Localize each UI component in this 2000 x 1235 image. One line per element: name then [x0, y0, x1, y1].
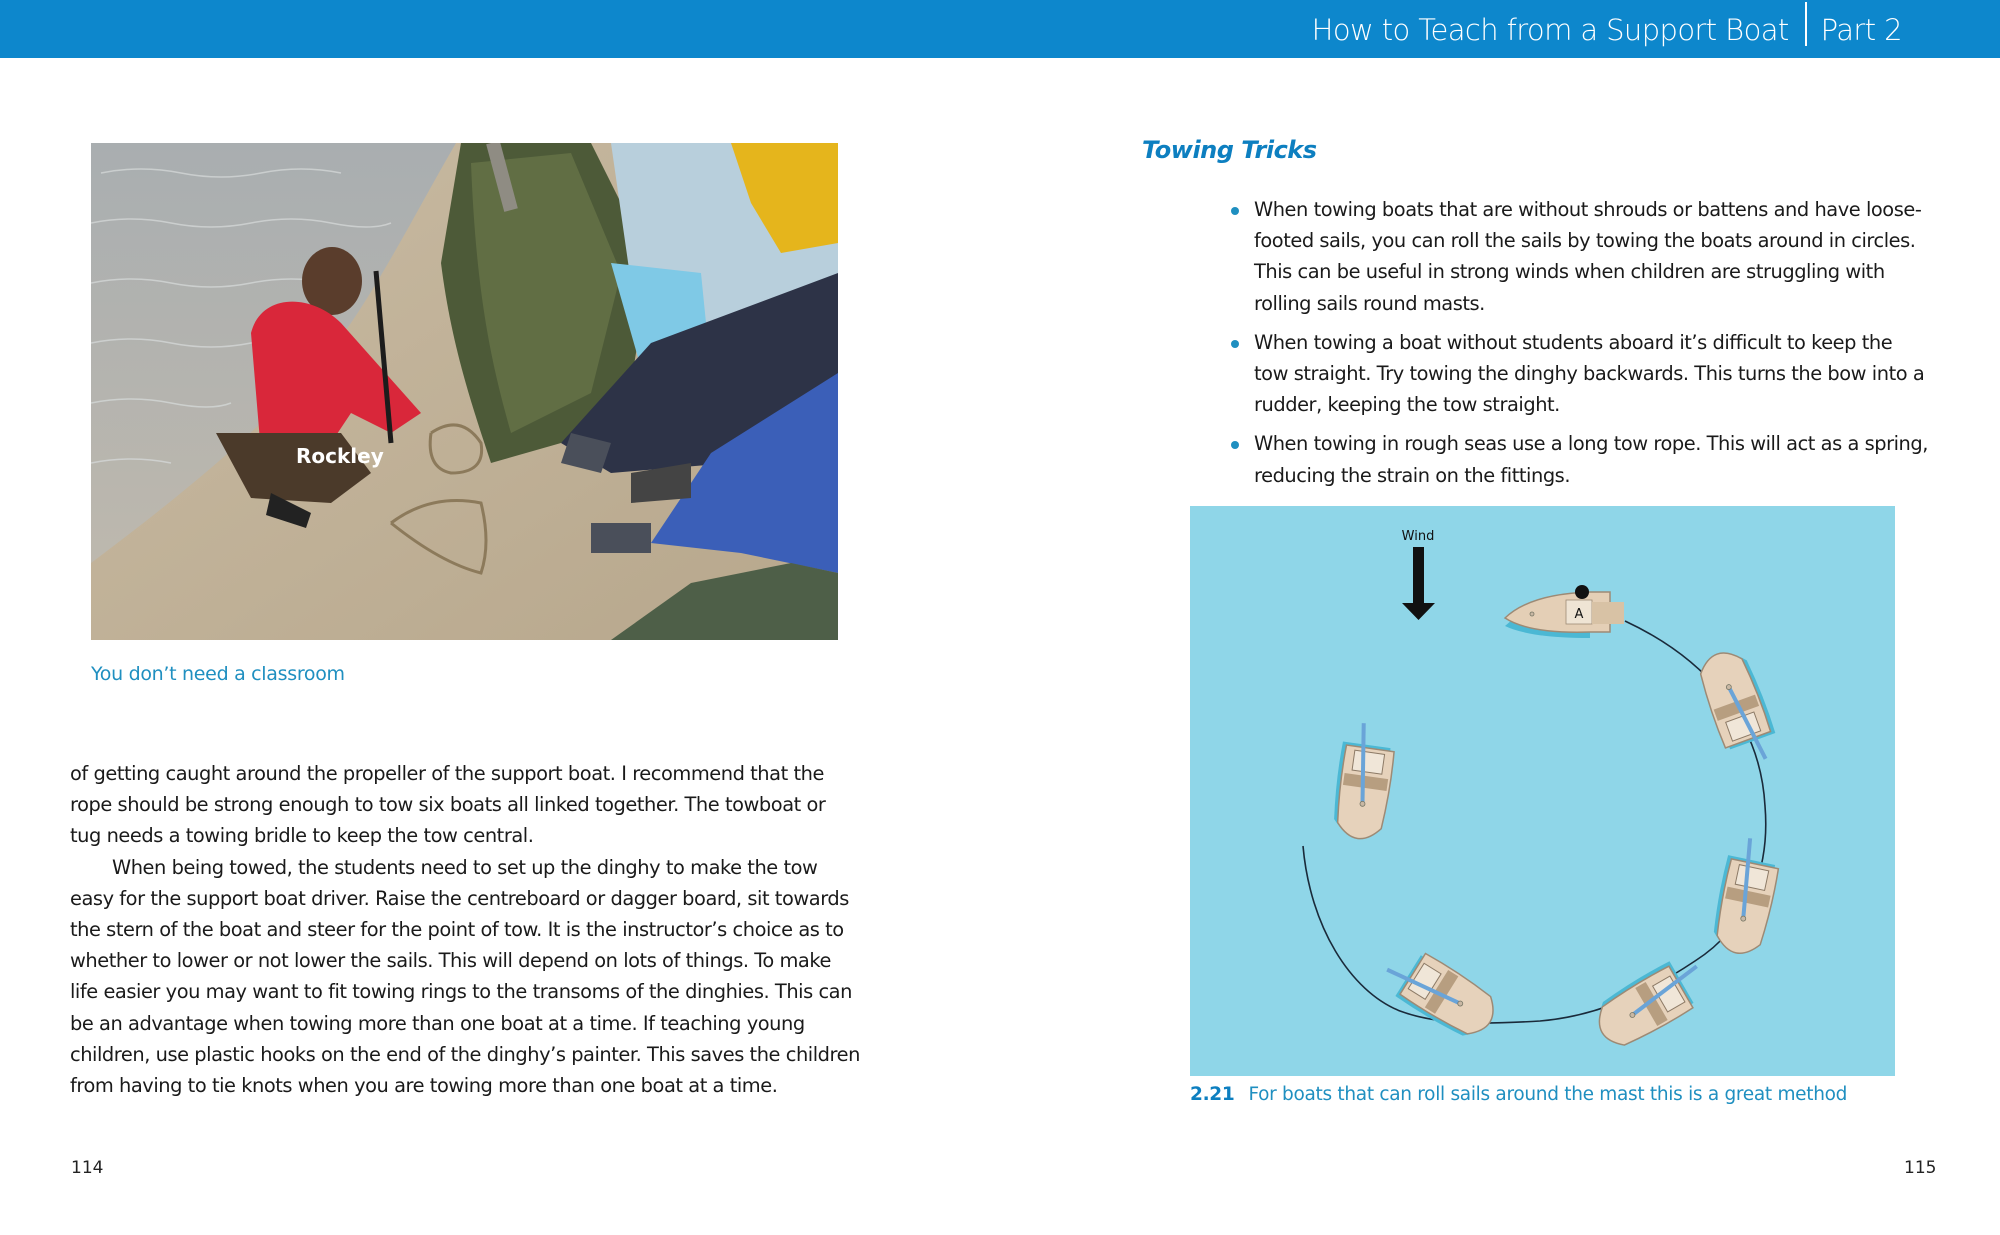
dinghy-3 [1588, 950, 1714, 1054]
figure-caption-text: For boats that can roll sails around the mast this is a great method [1248, 1084, 1848, 1105]
running-header [1312, 10, 1902, 50]
figure-number: 2.21 [1190, 1084, 1235, 1105]
page-number-left: 114 [71, 1158, 104, 1178]
towing-circle-diagram [1190, 506, 1895, 1076]
list-item [1230, 194, 1930, 319]
dinghy-5 [1329, 721, 1398, 842]
wind-arrow-icon [1402, 547, 1435, 620]
beach-lesson-photo [91, 143, 838, 640]
book-title: How to Teach from a Support Boat [1311, 13, 1789, 47]
paragraph: of getting caught around the propeller of the support boat. I recommend that the rope should be strong enough to tow six boats all linked together. The towboat or tug needs a towing bridle to keep the tow central. [70, 762, 826, 848]
header-divider [1805, 2, 1807, 46]
dinghy-2 [1708, 834, 1784, 958]
bullet-icon [1231, 441, 1239, 449]
list-item-text: When towing a boat without students aboard it’s difficult to keep the tow straight. Try towing the dinghy backwards. This turns the bow into a rudder, keeping the tow straight. [1254, 330, 1925, 417]
jacket-logo-text: Rockley [296, 444, 384, 468]
support-boat-label: A [1574, 607, 1584, 622]
page-number-right: 115 [1904, 1158, 1937, 1178]
list-item [1230, 327, 1930, 421]
bullet-icon [1231, 340, 1239, 348]
bullet-icon [1231, 207, 1239, 215]
paragraph: When being towed, the students need to set up the dinghy to make the tow easy for the support boat driver. Raise the centreboard or dagger board, sit towards the stern of the boat and steer for the point of tow. It is the instructor’s choice as to whether to lower or not lower the sails. This will depend on lots of things. To make life easier you may want to fit towing rings to the transoms of the dinghies. This can be an advantage when towing more than one boat at a time. If teaching young children, use plastic hooks on the end of the dinghy’s painter. This saves the children from having to tie knots when you are towing more than one boat at a time. [70, 855, 860, 1098]
running-header-bar [0, 0, 2000, 58]
photo-caption: You don’t need a classroom [91, 663, 345, 685]
body-text [70, 758, 860, 1101]
section-heading: Towing Tricks [1142, 136, 1317, 164]
dinghy-4 [1377, 940, 1503, 1046]
towing-tips-list [1230, 194, 1930, 499]
wind-label: Wind [1401, 529, 1435, 544]
dinghy-1 [1694, 644, 1783, 770]
support-boat [1505, 585, 1624, 638]
figure-caption [1190, 1084, 1847, 1105]
part-label: Part 2 [1820, 13, 1902, 47]
list-item-text: When towing in rough seas use a long tow rope. This will act as a spring, reducing the strain on the fittings. [1254, 432, 1928, 487]
list-item [1230, 428, 1930, 490]
list-item-text: When towing boats that are without shrouds or battens and have loose-footed sails, you can roll the sails by towing the boats around in circles. This can be useful in strong winds when children are struggling with rolling sails round masts. [1254, 198, 1922, 315]
